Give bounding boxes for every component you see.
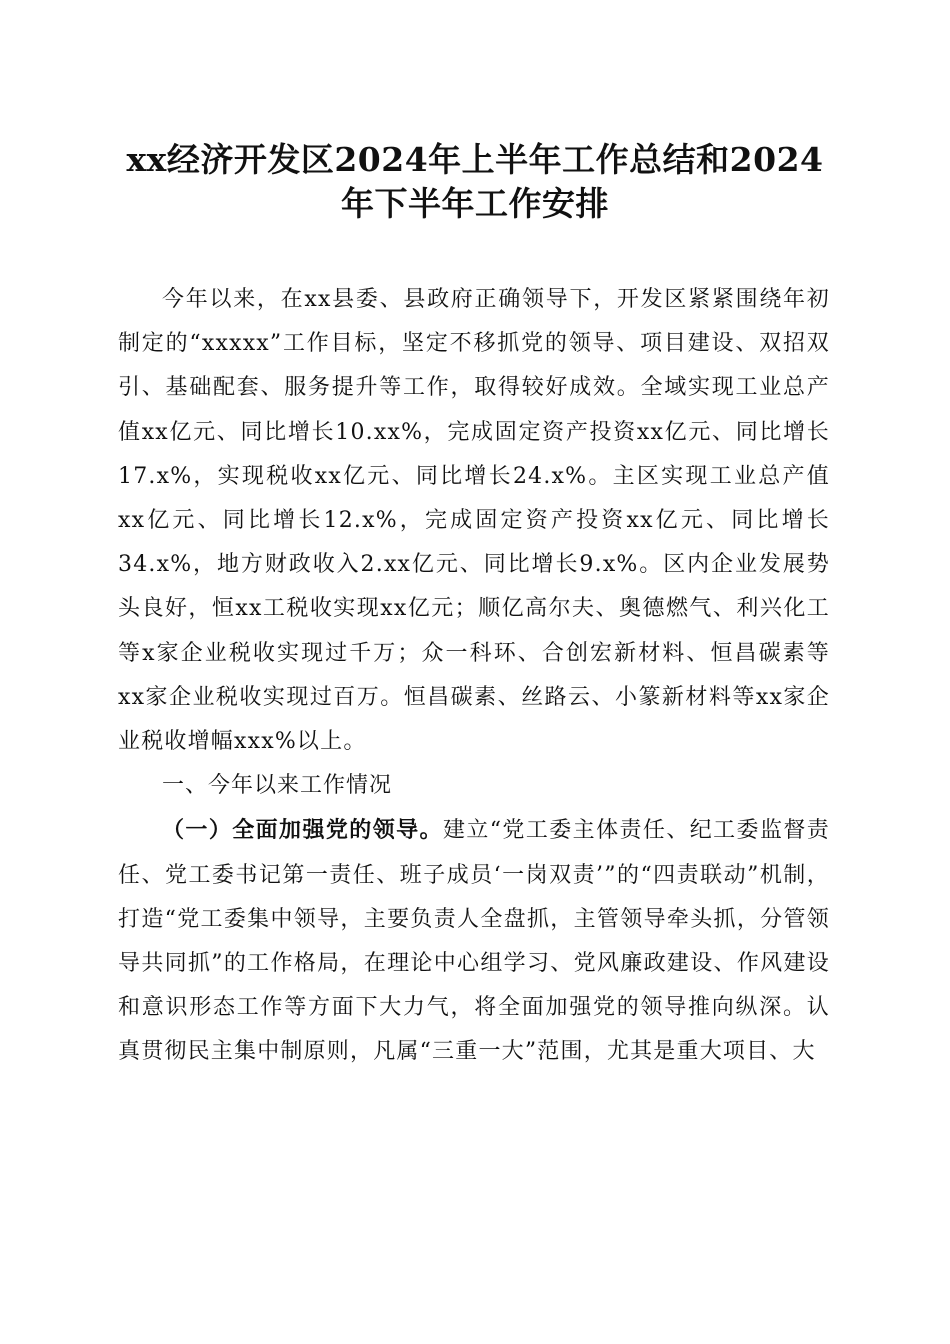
intro-paragraph: 今年以来，在xx县委、县政府正确领导下，开发区紧紧围绕年初制定的“xxxxx”工作目标，坚定不移抓党的领导、项目建设、双招双引、基础配套、服务提升等工作，取得较好成效。全域实现工业总产值xx亿元、同比增长10.xx%，完成固定资产投资xx亿元、同比增长17.x%，实现税收xx亿元、同比增长24.x%。主区实现工业总产值xx亿元、同比增长12.x%，完成固定资产投资xx亿元、同比增长34.x%，地方财政收入2.xx亿元、同比增长9.x%。区内企业发展势头良好，恒xx工税收实现xx亿元；顺亿高尔夫、奥德燃气、利兴化工等x家企业税收实现过千万；众一科环、合创宏新材料、恒昌碳素等xx家企业税收实现过百万。恒昌碳素、丝路云、小篆新材料等xx家企业税收增幅xxx%以上。 bbox=[118, 287, 830, 755]
title-line-2: 年下半年工作安排 bbox=[341, 184, 609, 223]
title-line-1: xx经济开发区2024年上半年工作总结和2024 bbox=[126, 140, 824, 179]
subsection-text: 建立“党工委主体责任、纪工委监督责任、党工委书记第一责任、班子成员‘一岗双责’”的“四责联动”机制，打造“党工委集中领导，主要负责人全盘抓，主管领导牵头抓，分管领导共同抓”的工作格局，在理论中心组学习、党风廉政建设、作风建设和意识形态工作等方面下大力气，将全面加强党的领导推向纵深。认真贯彻民主集中制原则，凡属“三重一大”范围，尤其是重大项目、大 bbox=[118, 818, 830, 1065]
document-body bbox=[118, 278, 830, 1075]
section-heading: 一、今年以来工作情况 bbox=[162, 773, 393, 799]
document-title bbox=[100, 138, 850, 226]
subsection-lead: （一）全面加强党的领导。 bbox=[162, 817, 443, 844]
subsection-paragraph bbox=[118, 808, 830, 1074]
